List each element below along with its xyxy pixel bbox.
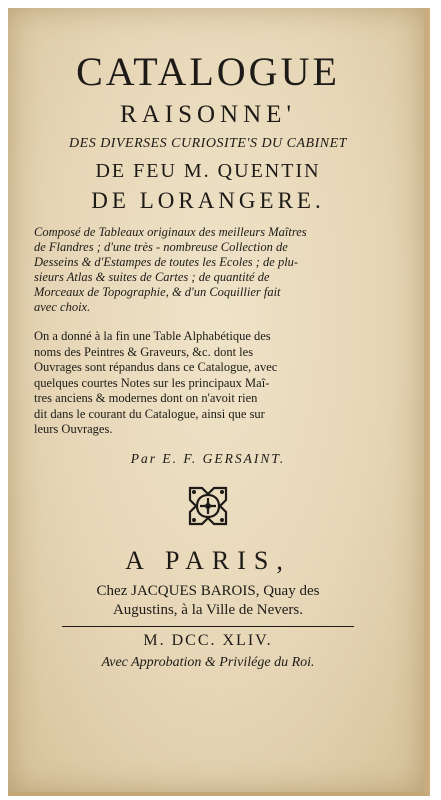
description-line: de Flandres ; d'une très - nombreuse Collection de <box>34 240 288 254</box>
description-line: Desseins & d'Estampes de toutes les Ecoles ; de plu- <box>34 255 299 269</box>
note-line: leurs Ouvrages. <box>34 422 113 436</box>
note-line: tres anciens & modernes dont on n'avoit rien <box>34 391 258 405</box>
note-line: quelques courtes Notes sur les principaux Maî- <box>34 375 270 390</box>
description-line: Morceaux de Topographie, & d'un Coquillier fait <box>34 285 281 299</box>
publisher-line: Chez JACQUES BAROIS, Quay des <box>96 582 320 599</box>
author-line: Par E. F. GERSAINT. <box>130 450 286 466</box>
city-line: A PARIS, <box>125 545 291 575</box>
horizontal-rule <box>62 626 354 627</box>
book-page <box>8 8 430 796</box>
description-line: sieurs Atlas & suites de Cartes ; de quantité de <box>34 270 270 284</box>
note-line: dit dans le courant du Catalogue, ainsi que sur <box>34 406 265 421</box>
note-paragraph <box>34 329 382 438</box>
title-line-curiosites: DES DIVERSES CURIOSITE'S DU CABINET <box>69 136 347 151</box>
page-subtitle: RAISONNE' <box>120 101 296 128</box>
title-line-lorangere: DE LORANGERE. <box>91 188 325 213</box>
publisher-block <box>34 582 382 620</box>
description-line: Composé de Tableaux originaux des meilleurs Maîtres <box>34 225 307 239</box>
note-line: On a donné à la fin une Table Alphabétique des <box>34 329 271 343</box>
description-paragraph <box>34 225 382 315</box>
fleuron-ornament-icon <box>186 484 230 528</box>
title-line-quentin: DE FEU M. QUENTIN <box>95 160 321 182</box>
description-line: avec choix. <box>34 300 91 314</box>
publisher-line: Augustins, à la Ville de Nevers. <box>112 601 304 618</box>
year-line: M. DCC. XLIV. <box>143 631 273 649</box>
privilege-line: Avec Approbation & Privilége du Roi. <box>101 654 315 670</box>
note-line: noms des Peintres & Graveurs, &c. dont les <box>34 344 254 359</box>
page-title: CATALOGUE <box>76 49 340 94</box>
note-line: Ouvrages sont répandus dans ce Catalogue, avec <box>34 360 278 374</box>
title-page-content <box>34 50 382 672</box>
